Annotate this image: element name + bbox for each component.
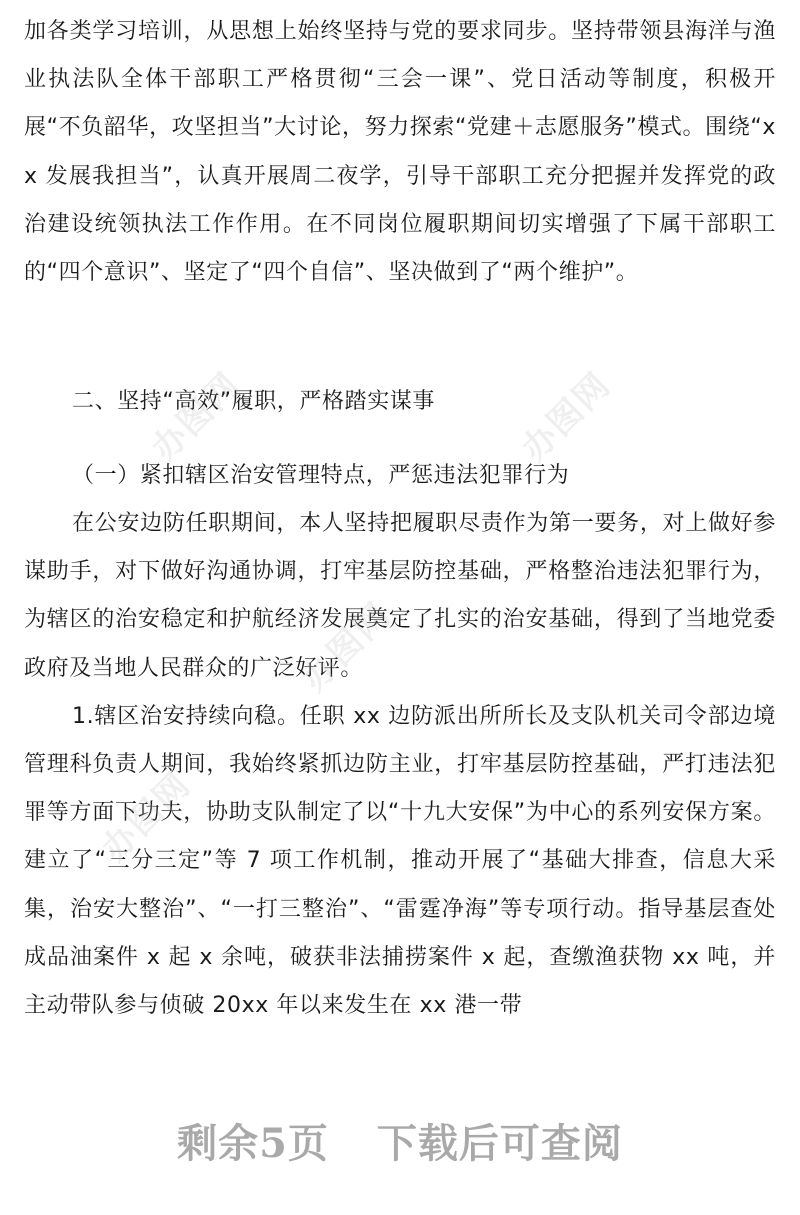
intro-paragraph: 加各类学习培训，从思想上始终坚持与党的要求同步。坚持带领县海洋与渔业执法队全体干部职工严格贯彻“三会一课”、党日活动等制度，积极开展“不负韶华，攻坚担当”大讨论，努力探索“党建＋志愿服务”模式。围绕“xx 发展我担当”，认真开展周二夜学，引导干部职工充分把握并发挥党的政治建设统领执法工作作用。在不同岗位履职期间切实增强了下属干部职工的“四个意识”、坚定了“四个自信”、坚决做到了“两个维护”。 bbox=[24, 19, 776, 286]
download-banner[interactable] bbox=[0, 1100, 800, 1180]
watermark-1: 办图网 bbox=[144, 364, 249, 470]
body-paragraph-block bbox=[24, 500, 776, 1030]
subsection-title: （一）紧扣辖区治安管理特点，严惩违法犯罪行为 bbox=[72, 463, 570, 488]
remaining-pages-label: 剩余5页 bbox=[177, 1119, 329, 1167]
intro-paragraph-block bbox=[24, 8, 776, 297]
watermark-3: 办图网 bbox=[294, 594, 399, 700]
watermark-4: 办图网 bbox=[94, 764, 199, 870]
watermark-2: 办图网 bbox=[514, 364, 619, 470]
download-prompt-label: 下载后可查阅 bbox=[376, 1119, 623, 1167]
body-paragraph-1: 在公安边防任职期间，本人坚持把履职尽责作为第一要务，对上做好参谋助手，对下做好沟通协调，打牢基层防控基础，严格整治违法犯罪行为，为辖区的治安稳定和护航经济发展奠定了扎实的治安基础，得到了当地党委政府及当地人民群众的广泛好评。 bbox=[24, 511, 776, 681]
section-title: 二、坚持“高效”履职，严格踏实谋事 bbox=[72, 389, 435, 414]
body-paragraph-2: 1.辖区治安持续向稳。任职 xx 边防派出所所长及支队机关司令部边境管理科负责人期间，我始终紧抓边防主业，打牢基层防控基础，严打违法犯罪等方面下功夫，协助支队制定了以“十九大安保”为中心的系列安保方案。建立了“三分三定”等 7 项工作机制，推动开展了“基础大排查，信息大采集，治安大整治”、“一打三整治”、“雷霆净海”等专项行动。指导基层查处成品油案件 x 起 x 余吨，破获非法捕捞案件 x 起，查缴渔获物 xx 吨，并主动带队参与侦破 20xx 年以来发生在 xx 港一带 bbox=[24, 703, 776, 1019]
